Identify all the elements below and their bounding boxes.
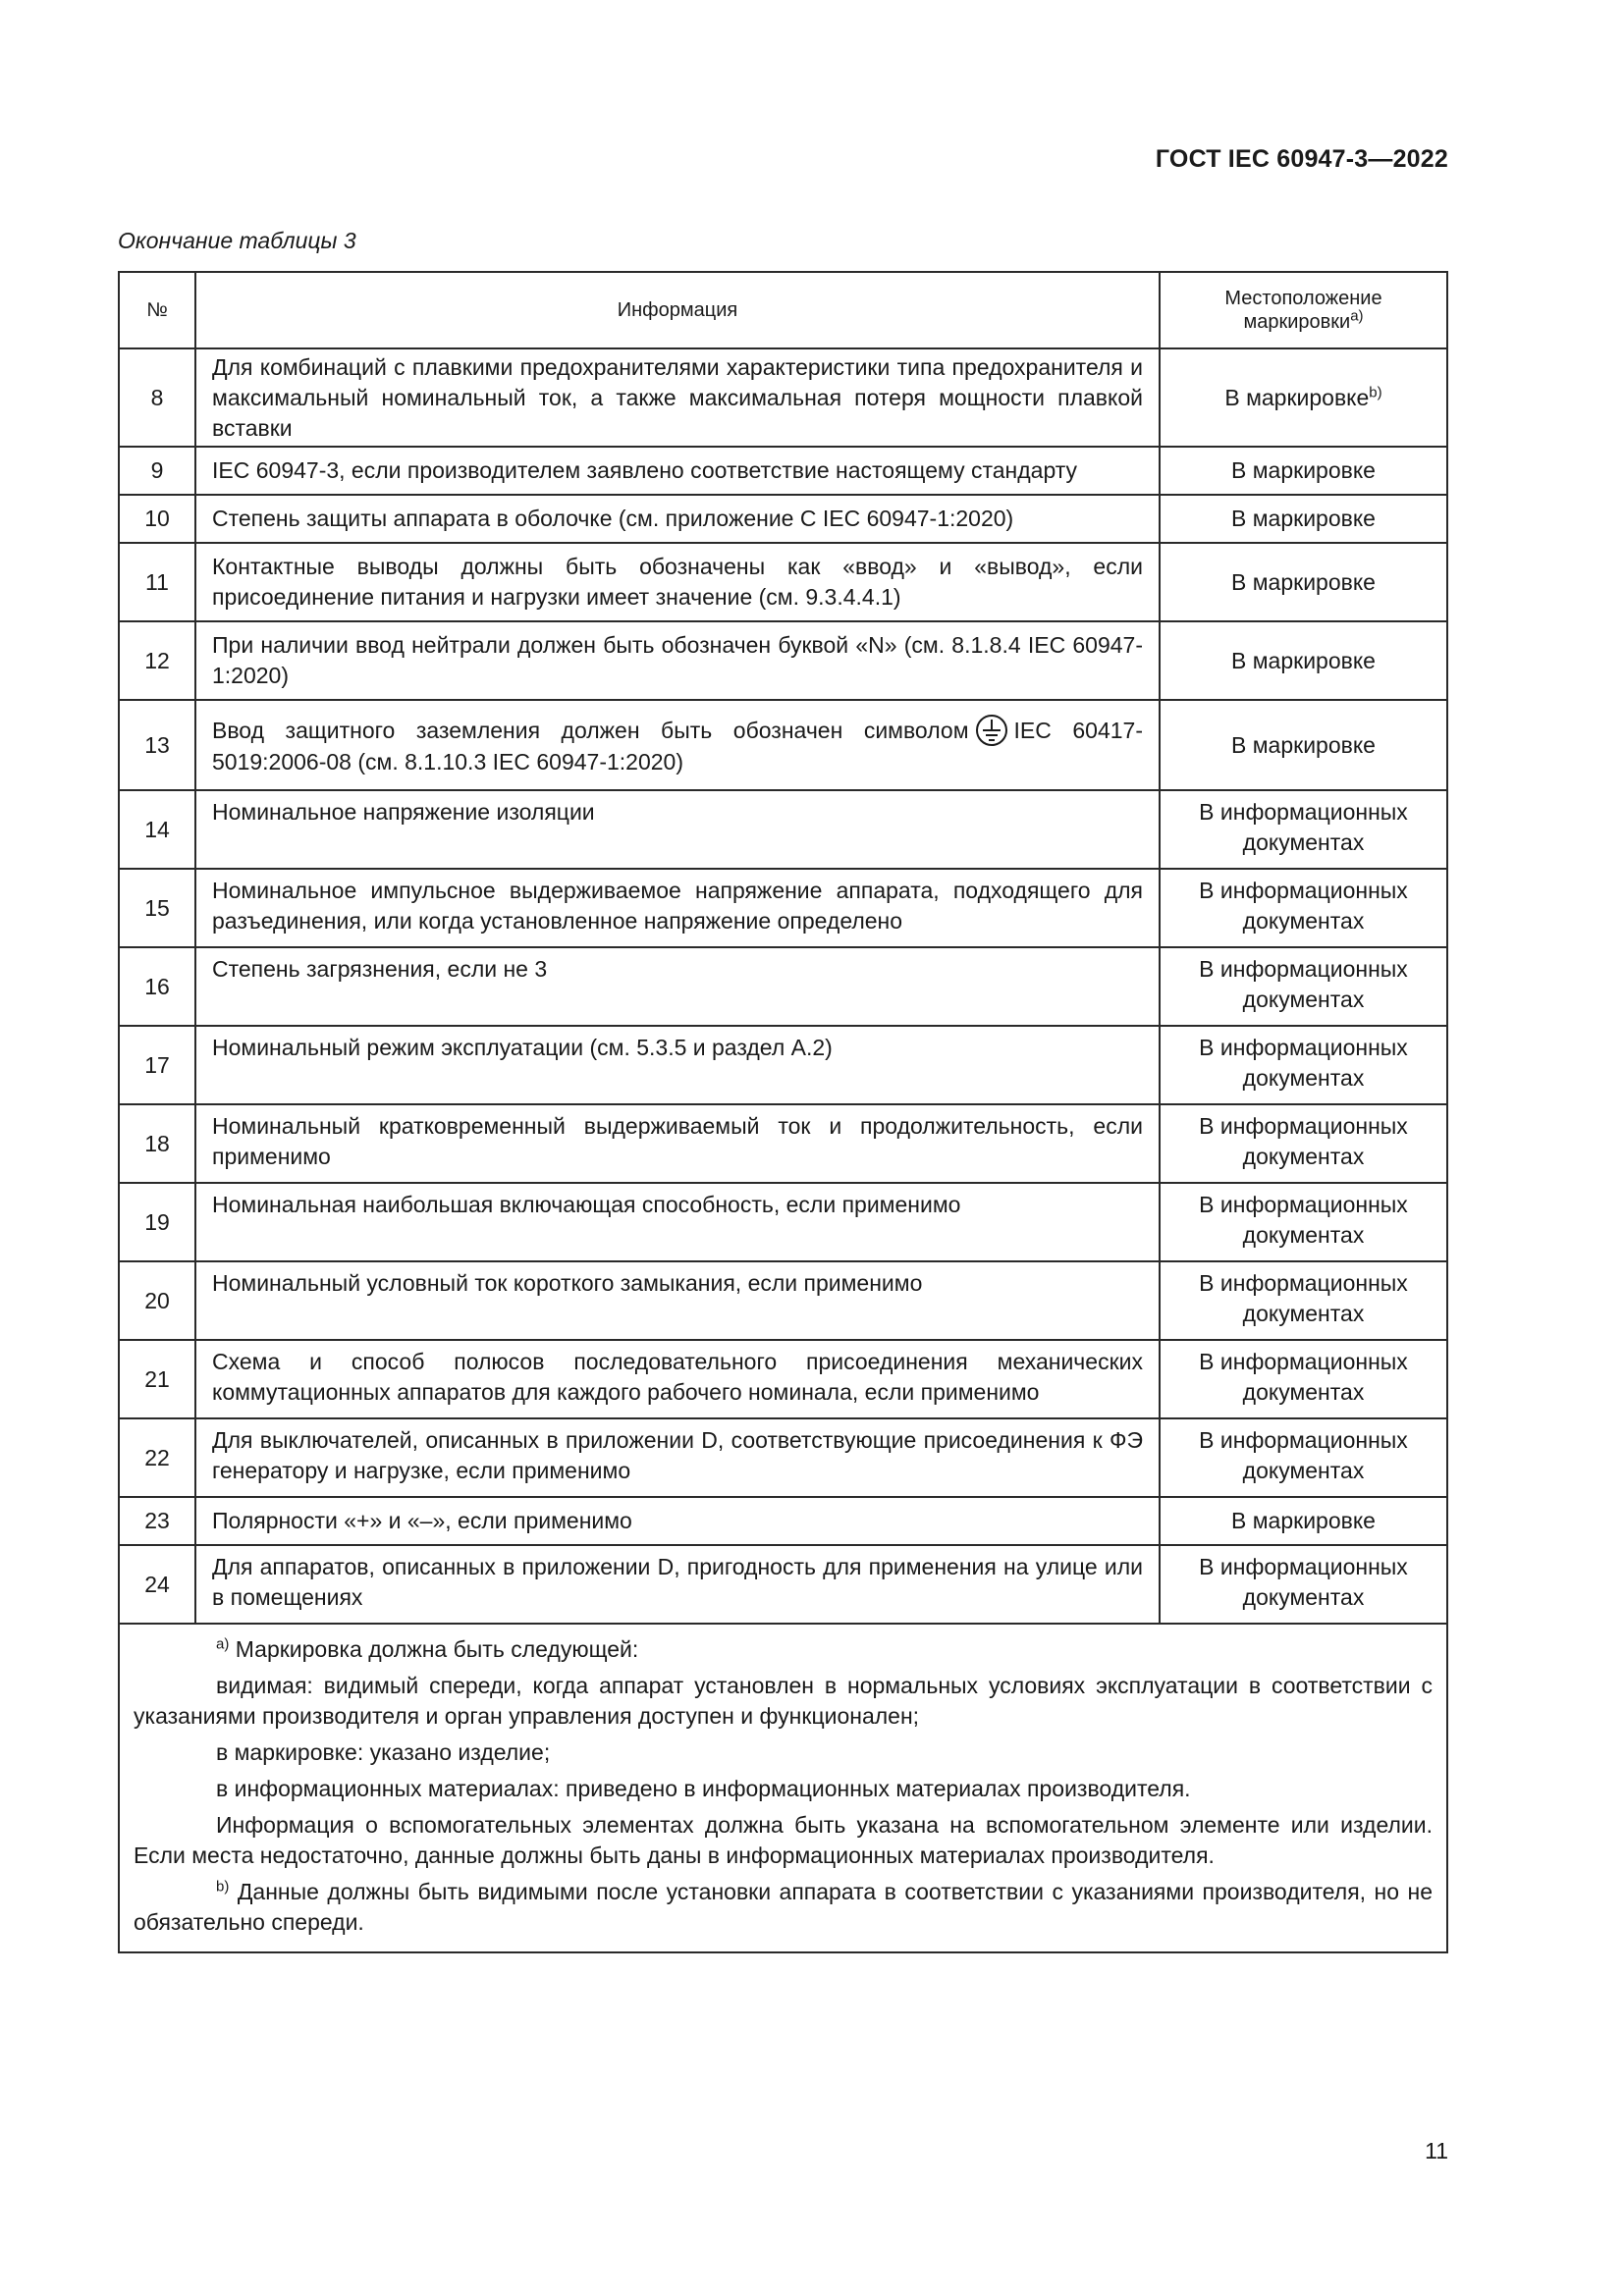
row-location: В маркировке: [1160, 543, 1447, 621]
row-info: IEC 60947-3, если производителем заявлено соответствие настоящему стандарту: [195, 447, 1160, 495]
row-info: Степень защиты аппарата в оболочке (см. приложение С IEC 60947-1:2020): [195, 495, 1160, 543]
row-info: Полярности «+» и «–», если применимо: [195, 1497, 1160, 1545]
row-number: 22: [119, 1418, 195, 1497]
table-row: [119, 700, 1447, 790]
row-location: В информационных документах: [1160, 1183, 1447, 1261]
row-number: 13: [119, 700, 195, 790]
row-location: В маркировке: [1160, 700, 1447, 790]
row-number: 9: [119, 447, 195, 495]
table-caption: Окончание таблицы 3: [118, 228, 356, 253]
table-row: [119, 947, 1447, 1026]
row-location: В информационных документах: [1160, 869, 1447, 947]
row-info: При наличии ввод нейтрали должен быть обозначен буквой «N» (см. 8.1.8.4 IEC 60947-1:2020): [195, 621, 1160, 700]
footnote-a-text: Маркировка должна быть следующей:: [235, 1636, 639, 1662]
row-info-text: Ввод защитного заземления должен быть обозначен символом: [212, 717, 969, 743]
table-row: [119, 1340, 1447, 1418]
row-number: 14: [119, 790, 195, 869]
footnote-b: [134, 1877, 1433, 1938]
row-location: [1160, 348, 1447, 447]
row-location: В маркировке: [1160, 495, 1447, 543]
row-number: 20: [119, 1261, 195, 1340]
marking-table: [118, 271, 1448, 1953]
row-info: Для комбинаций с плавкими предохранителями характеристики типа предохранителя и максимальный номинальный ток, а также максимальная потеря мощности плавкой вставки: [195, 348, 1160, 447]
table-header-row: [119, 272, 1447, 348]
footnote-marking: в маркировке: указано изделие;: [216, 1739, 551, 1765]
row-number: 15: [119, 869, 195, 947]
row-info: Контактные выводы должны быть обозначены как «ввод» и «вывод», если присоединение питания и нагрузки имеет значение (см. 9.3.4.4.1): [195, 543, 1160, 621]
row-number: 21: [119, 1340, 195, 1418]
table-row: [119, 1104, 1447, 1183]
row-location: В информационных документах: [1160, 1026, 1447, 1104]
row-number: 11: [119, 543, 195, 621]
row-location: В информационных документах: [1160, 1418, 1447, 1497]
table-row: [119, 447, 1447, 495]
table-row: [119, 1545, 1447, 1624]
table-row: [119, 543, 1447, 621]
row-location-text: В маркировке: [1224, 384, 1370, 410]
footnote-info-materials: в информационных материалах: приведено в информационных материалах производителя.: [216, 1776, 1191, 1801]
table-notes-row: [119, 1624, 1447, 1952]
footnote-mark-a: а): [1350, 307, 1364, 325]
row-location: В информационных документах: [1160, 947, 1447, 1026]
row-number: 23: [119, 1497, 195, 1545]
column-header-location-text: Местоположение маркировки: [1224, 288, 1382, 333]
row-info: Номинальный условный ток короткого замыкания, если применимо: [195, 1261, 1160, 1340]
row-info: Номинальный режим эксплуатации (см. 5.3.5 и раздел А.2): [195, 1026, 1160, 1104]
table-row: [119, 495, 1447, 543]
row-number: 18: [119, 1104, 195, 1183]
footnote-b-text: Данные должны быть видимыми после установки аппарата в соответствии с указаниями производителя, но не обязательно спереди.: [134, 1879, 1434, 1935]
row-number: 16: [119, 947, 195, 1026]
document-standard-header: ГОСТ IEC 60947-3—2022: [1155, 145, 1448, 173]
footnote-auxiliary: Информация о вспомогательных элементах должна быть указана на вспомогательном элементе или изделии. Если места недостаточно, данные должны быть даны в информационных материалах производителя.: [134, 1812, 1433, 1868]
table-row: [119, 869, 1447, 947]
row-info: Степень загрязнения, если не 3: [195, 947, 1160, 1026]
table-row: [119, 1261, 1447, 1340]
row-number: 10: [119, 495, 195, 543]
table-row: [119, 1026, 1447, 1104]
table-row: [119, 621, 1447, 700]
row-location: В маркировке: [1160, 447, 1447, 495]
table-row: [119, 1418, 1447, 1497]
row-info: Схема и способ полюсов последовательного присоединения механических коммутационных аппаратов для каждого рабочего номинала, если применимо: [195, 1340, 1160, 1418]
row-location: В маркировке: [1160, 1497, 1447, 1545]
table-footnotes: [119, 1624, 1447, 1952]
footnote-b-mark: b): [216, 1878, 230, 1896]
row-number: 19: [119, 1183, 195, 1261]
row-info: Номинальная наибольшая включающая способность, если применимо: [195, 1183, 1160, 1261]
footnote-a: [134, 1634, 1433, 1665]
page-number: 11: [1425, 2138, 1448, 2163]
row-location: В информационных документах: [1160, 1545, 1447, 1624]
footnote-visible: видимая: видимый спереди, когда аппарат установлен в нормальных условиях эксплуатации в соответствии с указаниями производителя и орган управления доступен и функционален;: [134, 1673, 1433, 1729]
row-location: В информационных документах: [1160, 1261, 1447, 1340]
table-row: [119, 348, 1447, 447]
column-header-info: Информация: [195, 272, 1160, 348]
row-number: 8: [119, 348, 195, 447]
column-header-num: №: [119, 272, 195, 348]
row-number: 17: [119, 1026, 195, 1104]
table-row: [119, 1183, 1447, 1261]
row-location: В информационных документах: [1160, 1104, 1447, 1183]
table-row: [119, 790, 1447, 869]
row-location: В информационных документах: [1160, 790, 1447, 869]
row-info: Номинальный кратковременный выдерживаемый ток и продолжительность, если применимо: [195, 1104, 1160, 1183]
row-location: В маркировке: [1160, 621, 1447, 700]
row-number: 24: [119, 1545, 195, 1624]
table-row: [119, 1497, 1447, 1545]
footnote-mark-b: b): [1369, 383, 1382, 400]
column-header-location: [1160, 272, 1447, 348]
row-info: Номинальное импульсное выдерживаемое напряжение аппарата, подходящего для разъединения, или когда установленное напряжение определено: [195, 869, 1160, 947]
row-info: [195, 700, 1160, 790]
row-location: В информационных документах: [1160, 1340, 1447, 1418]
row-info: Для выключателей, описанных в приложении D, соответствующие присоединения к ФЭ генератору и нагрузке, если применимо: [195, 1418, 1160, 1497]
protective-earth-icon: [975, 714, 1008, 747]
row-number: 12: [119, 621, 195, 700]
footnote-a-mark: а): [216, 1635, 230, 1653]
row-info: Номинальное напряжение изоляции: [195, 790, 1160, 869]
row-info-text: IEC 60417-5019:2006-08 (см. 8.1.10.3 IEC 60947-1:2020): [212, 717, 1143, 774]
row-info: Для аппаратов, описанных в приложении D, пригодность для применения на улице или в помещениях: [195, 1545, 1160, 1624]
